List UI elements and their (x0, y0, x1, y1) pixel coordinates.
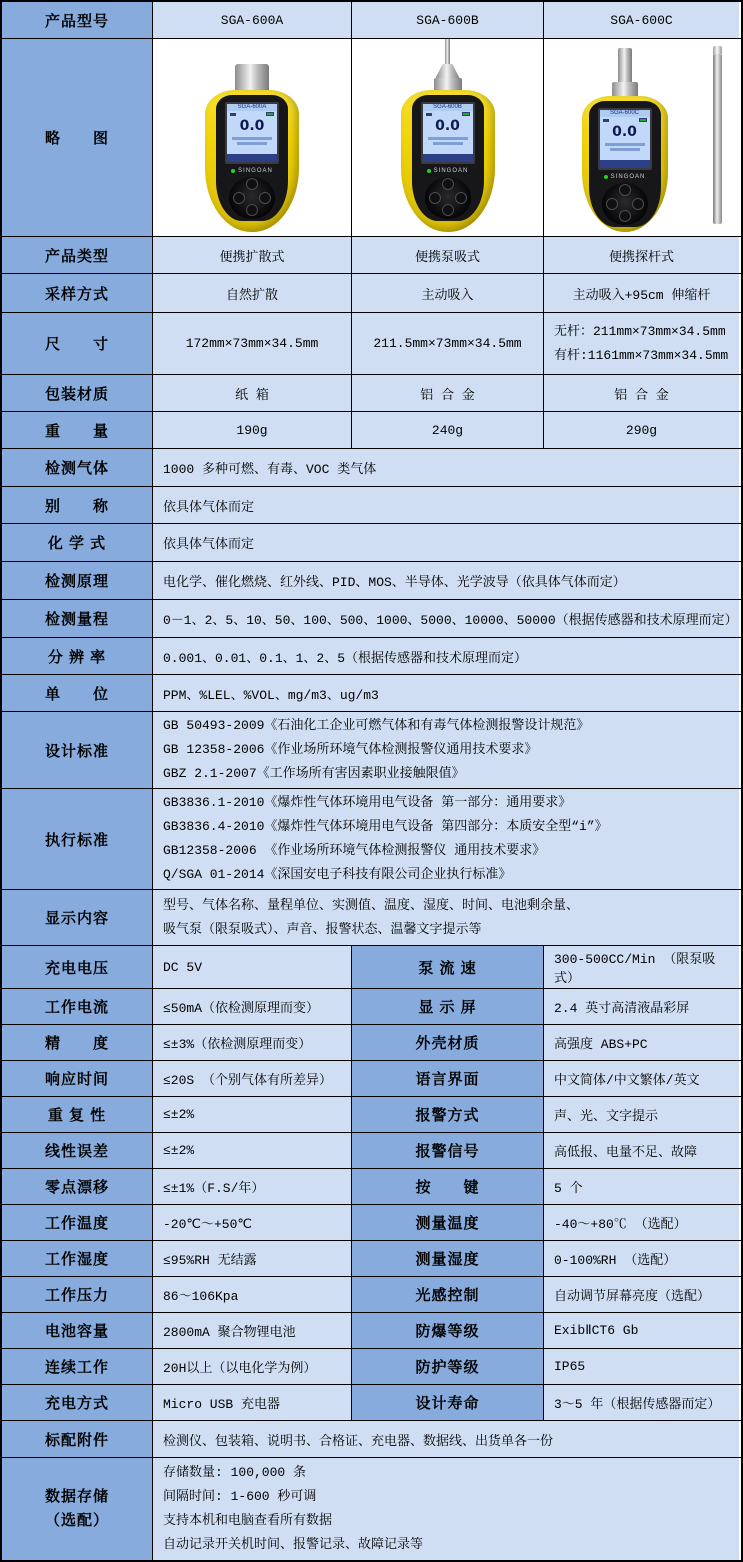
value-cell: ≤20S （个别气体有所差异） (153, 1061, 352, 1096)
value-cell: Micro USB 充电器 (153, 1385, 352, 1420)
row-dimensions (2, 313, 741, 375)
key-button (246, 178, 258, 190)
key-button (619, 184, 631, 196)
battery-icon (462, 112, 470, 116)
value-cell: 2800mA 聚合物锂电池 (153, 1313, 352, 1348)
brand-label: SINGOAN (427, 168, 469, 174)
row-label: 报警信号 (352, 1133, 544, 1168)
value-cell: 纸 箱 (153, 375, 352, 411)
key-button (619, 210, 631, 222)
device-body (401, 90, 495, 232)
row-label: 充电电压 (2, 946, 153, 988)
keypad (229, 177, 275, 219)
row-label: 分 辨 率 (2, 638, 153, 674)
row-detection-principle (2, 562, 741, 600)
standard-line: GB 50493-2009《石油化工企业可燃气体和有毒气体检测报警设计规范》 (163, 718, 590, 733)
key-button (259, 192, 271, 204)
value-cell: 290g (544, 412, 739, 448)
row-detected-gases (2, 449, 741, 487)
row-label: 测量湿度 (352, 1241, 544, 1276)
row-label: 检测气体 (2, 449, 153, 486)
value-cell: 便携泵吸式 (352, 237, 544, 273)
value-cell: DC 5V (153, 946, 352, 988)
screen-line (428, 137, 468, 140)
screen-model-text: SGA-600B (423, 104, 473, 111)
row-label: 光感控制 (352, 1277, 544, 1312)
pump-probe-cone-icon (436, 64, 460, 78)
value-cell: 5 个 (544, 1169, 739, 1204)
row-response-time-language (2, 1061, 741, 1097)
value-cell: 172mm×73mm×34.5mm (153, 313, 352, 374)
row-sketch (2, 39, 741, 237)
screen-reading: 0.0 (239, 118, 265, 134)
row-label: 工作压力 (2, 1277, 153, 1312)
row-label: 响应时间 (2, 1061, 153, 1096)
value-cell: 1000 多种可燃、有毒、VOC 类气体 (153, 449, 739, 486)
standard-line: Q/SGA 01-2014《深国安电子科技有限公司企业执行标准》 (163, 867, 512, 882)
row-alias (2, 487, 741, 524)
power-led-icon (604, 175, 608, 179)
product-photo-sga-600c (544, 39, 739, 236)
row-execution-standards (2, 789, 741, 890)
value-cell: 声、光、文字提示 (544, 1097, 739, 1132)
screen-line (433, 142, 463, 145)
row-label: 精 度 (2, 1025, 153, 1060)
row-label: 外壳材质 (352, 1025, 544, 1060)
value-cell: ≤±2% (153, 1133, 352, 1168)
power-led-icon (231, 169, 235, 173)
device-a (153, 43, 351, 232)
row-detection-range (2, 600, 741, 638)
device-screen (225, 102, 279, 164)
row-data-storage (2, 1458, 741, 1560)
row-label: 工作湿度 (2, 1241, 153, 1276)
row-label: 设计寿命 (352, 1385, 544, 1420)
telescopic-rod-icon (713, 54, 722, 224)
row-display-content (2, 890, 741, 946)
value-cell (153, 712, 739, 788)
key-button (632, 198, 644, 210)
key-button (246, 204, 258, 216)
standard-line: GB 12358-2006《作业场所环境气体检测报警仪通用技术要求》 (163, 742, 538, 757)
row-label: 单 位 (2, 675, 153, 711)
row-label: 电池容量 (2, 1313, 153, 1348)
row-label: 采样方式 (2, 274, 153, 312)
row-sampling-method (2, 274, 741, 313)
row-working-pressure-light-control (2, 1277, 741, 1313)
row-label: 别 称 (2, 487, 153, 523)
value-cell: 检测仪、包装箱、说明书、合格证、充电器、数据线、出货单各一份 (153, 1421, 739, 1457)
standard-line: GBZ 2.1-2007《工作场所有害因素职业接触限值》 (163, 766, 465, 781)
value-cell: 3〜5 年（根据传感器而定） (544, 1385, 739, 1420)
row-label: 工作温度 (2, 1205, 153, 1240)
row-label: 按 键 (352, 1169, 544, 1204)
row-label: 重 复 性 (2, 1097, 153, 1132)
sensor-cap-icon (618, 48, 632, 82)
row-label: 显 示 屏 (352, 989, 544, 1024)
value-cell: 依具体气体而定 (153, 524, 739, 561)
row-standard-accessories (2, 1421, 741, 1458)
value-cell: 190g (153, 412, 352, 448)
content-line: 型号、气体名称、量程单位、实测值、温度、湿度、时间、电池剩余量、 (163, 897, 580, 913)
row-battery-explosion-proof (2, 1313, 741, 1349)
value-cell: 主动吸入 (352, 274, 544, 312)
value-cell: 86〜106Kpa (153, 1277, 352, 1312)
row-label: 标配附件 (2, 1421, 153, 1457)
row-charging-method-design-life (2, 1385, 741, 1421)
key-button (429, 192, 441, 204)
row-label: 工作电流 (2, 989, 153, 1024)
row-label: 语言界面 (352, 1061, 544, 1096)
row-label: 显示内容 (2, 890, 153, 945)
product-photo-sga-600a (153, 39, 352, 236)
pump-probe-icon (445, 39, 450, 64)
value-cell: PPM、%LEL、%VOL、mg/m3、ug/m3 (153, 675, 739, 711)
row-label-model: 产品型号 (2, 2, 153, 38)
device-b (352, 43, 543, 232)
device-screen (421, 102, 475, 164)
value-cell: 铝 合 金 (544, 375, 739, 411)
row-label: 尺 寸 (2, 313, 153, 374)
dimension-line: 无杆：211mm×73mm×34.5mm (554, 323, 726, 339)
row-label: 检测量程 (2, 600, 153, 637)
row-units (2, 675, 741, 712)
value-cell: ≤95%RH 无结露 (153, 1241, 352, 1276)
value-cell (544, 313, 739, 374)
device-body (582, 96, 668, 232)
row-linearity-alarm-signal (2, 1133, 741, 1169)
storage-line: 支持本机和电脑查看所有数据 (163, 1513, 333, 1528)
standard-line: GB3836.1-2010《爆炸性气体环境用电气设备 第一部分：通用要求》 (163, 795, 572, 810)
row-label (2, 1458, 153, 1560)
screen-line (232, 137, 272, 140)
row-label: 重 量 (2, 412, 153, 448)
value-cell: 2.4 英寸高清液晶彩屏 (544, 989, 739, 1024)
row-label: 包装材质 (2, 375, 153, 411)
value-cell: ≤50mA（依检测原理而变） (153, 989, 352, 1024)
row-label: 设计标准 (2, 712, 153, 788)
standard-line: GB12358-2006 《作业场所环境气体检测报警仪 通用技术要求》 (163, 843, 546, 858)
value-cell: 300-500CC/Min （限泵吸式） (544, 946, 739, 988)
sensor-cap-icon (235, 64, 269, 92)
content-line: 吸气泵（限泵吸式）、声音、报警状态、温馨文字提示等 (163, 921, 482, 937)
row-label: 报警方式 (352, 1097, 544, 1132)
power-led-icon (427, 169, 431, 173)
signal-icon (603, 119, 609, 122)
value-cell: IP65 (544, 1349, 739, 1384)
row-label: 化 学 式 (2, 524, 153, 561)
screen-line (605, 143, 645, 146)
storage-label-line: 数据存储 (44, 1488, 109, 1505)
key-button (233, 192, 245, 204)
row-label: 检测原理 (2, 562, 153, 599)
keypad (425, 177, 471, 219)
model-name-a: SGA-600A (153, 2, 352, 38)
row-resolution (2, 638, 741, 675)
value-cell (153, 1458, 739, 1560)
row-product-type (2, 237, 741, 274)
value-cell: 高强度 ABS+PC (544, 1025, 739, 1060)
model-name-b: SGA-600B (352, 2, 544, 38)
value-cell: 20H以上（以电化学为例） (153, 1349, 352, 1384)
product-photo-sga-600b (352, 39, 544, 236)
screen-statusbar (423, 154, 473, 162)
row-working-temp-measure-temp (2, 1205, 741, 1241)
value-cell: ≤±2% (153, 1097, 352, 1132)
value-cell: 便携扩散式 (153, 237, 352, 273)
row-zero-drift-keys (2, 1169, 741, 1205)
value-cell: 电化学、催化燃烧、红外线、PID、MOS、半导体、光学波导（依具体气体而定） (153, 562, 739, 599)
row-label: 防护等级 (352, 1349, 544, 1384)
row-label: 泵 流 速 (352, 946, 544, 988)
screen-statusbar (227, 154, 277, 162)
value-cell (153, 789, 739, 889)
value-cell: ≤±1%（F.S/年） (153, 1169, 352, 1204)
row-repeatability-alarm-mode (2, 1097, 741, 1133)
value-cell: 211.5mm×73mm×34.5mm (352, 313, 544, 374)
value-cell: 240g (352, 412, 544, 448)
value-cell: 0－1、2、5、10、50、100、500、1000、5000、10000、50000（根据传感器和技术原理而定） (153, 600, 739, 637)
signal-icon (230, 113, 236, 116)
screen-reading: 0.0 (612, 124, 637, 140)
keypad (602, 183, 648, 225)
screen-reading: 0.0 (435, 118, 460, 134)
value-cell: 0-100%RH （选配） (544, 1241, 739, 1276)
row-chemical-formula (2, 524, 741, 562)
screen-model-text: SGA-600A (227, 104, 277, 111)
device-c (544, 43, 739, 232)
screen-statusbar (600, 160, 650, 168)
row-weight (2, 412, 741, 449)
standard-line: GB3836.4-2010《爆炸性气体环境用电气设备 第四部分：本质安全型“i”》 (163, 819, 608, 834)
key-button (455, 192, 467, 204)
row-label: 充电方式 (2, 1385, 153, 1420)
value-cell: 铝 合 金 (352, 375, 544, 411)
battery-icon (266, 112, 274, 116)
battery-icon (639, 118, 647, 122)
value-cell: 自动调节屏幕亮度（选配） (544, 1277, 739, 1312)
device-body (205, 90, 299, 232)
value-cell: 高低报、电量不足、故障 (544, 1133, 739, 1168)
value-cell: -20℃〜+50℃ (153, 1205, 352, 1240)
row-label: 防爆等级 (352, 1313, 544, 1348)
storage-line: 间隔时间: 1-600 秒可调 (163, 1489, 317, 1504)
key-button (442, 178, 454, 190)
value-cell: ExibⅡCT6 Gb (544, 1313, 739, 1348)
storage-label-line: （选配） (44, 1512, 109, 1529)
model-name-c: SGA-600C (544, 2, 739, 38)
row-accuracy-housing (2, 1025, 741, 1061)
row-label: 产品类型 (2, 237, 153, 273)
row-packaging (2, 375, 741, 412)
row-label: 零点漂移 (2, 1169, 153, 1204)
value-cell (153, 890, 739, 945)
row-label: 测量温度 (352, 1205, 544, 1240)
key-button (606, 198, 618, 210)
screen-model-text: SGA-600C (600, 110, 650, 117)
row-label-sketch: 略 图 (2, 39, 153, 236)
row-label: 连续工作 (2, 1349, 153, 1384)
brand-label: SINGOAN (604, 174, 646, 180)
value-cell: 0.001、0.01、0.1、1、2、5（根据传感器和技术原理而定） (153, 638, 739, 674)
row-charge-voltage-pump-rate (2, 946, 741, 989)
key-button (442, 204, 454, 216)
value-cell: -40〜+80℃ （选配） (544, 1205, 739, 1240)
brand-label: SINGOAN (231, 168, 273, 174)
row-working-current-display (2, 989, 741, 1025)
row-label: 执行标准 (2, 789, 153, 889)
row-working-humidity-measure-humidity (2, 1241, 741, 1277)
row-design-standards (2, 712, 741, 789)
value-cell: 中文简体/中文繁体/英文 (544, 1061, 739, 1096)
storage-line: 存储数量: 100,000 条 (163, 1465, 307, 1480)
row-label: 线性误差 (2, 1133, 153, 1168)
value-cell: 依具体气体而定 (153, 487, 739, 523)
value-cell: 便携探杆式 (544, 237, 739, 273)
row-continuous-work-protection (2, 1349, 741, 1385)
screen-line (610, 148, 640, 151)
dimension-line: 有杆:1161mm×73mm×34.5mm (554, 347, 729, 363)
screen-line (237, 142, 267, 145)
value-cell: 主动吸入+95cm 伸缩杆 (544, 274, 739, 312)
value-cell: 自然扩散 (153, 274, 352, 312)
value-cell: ≤±3%（依检测原理而变） (153, 1025, 352, 1060)
storage-line: 自动记录开关机时间、报警记录、故障记录等 (163, 1537, 424, 1552)
device-screen (598, 108, 652, 170)
signal-icon (426, 113, 432, 116)
row-model-header (2, 2, 741, 39)
